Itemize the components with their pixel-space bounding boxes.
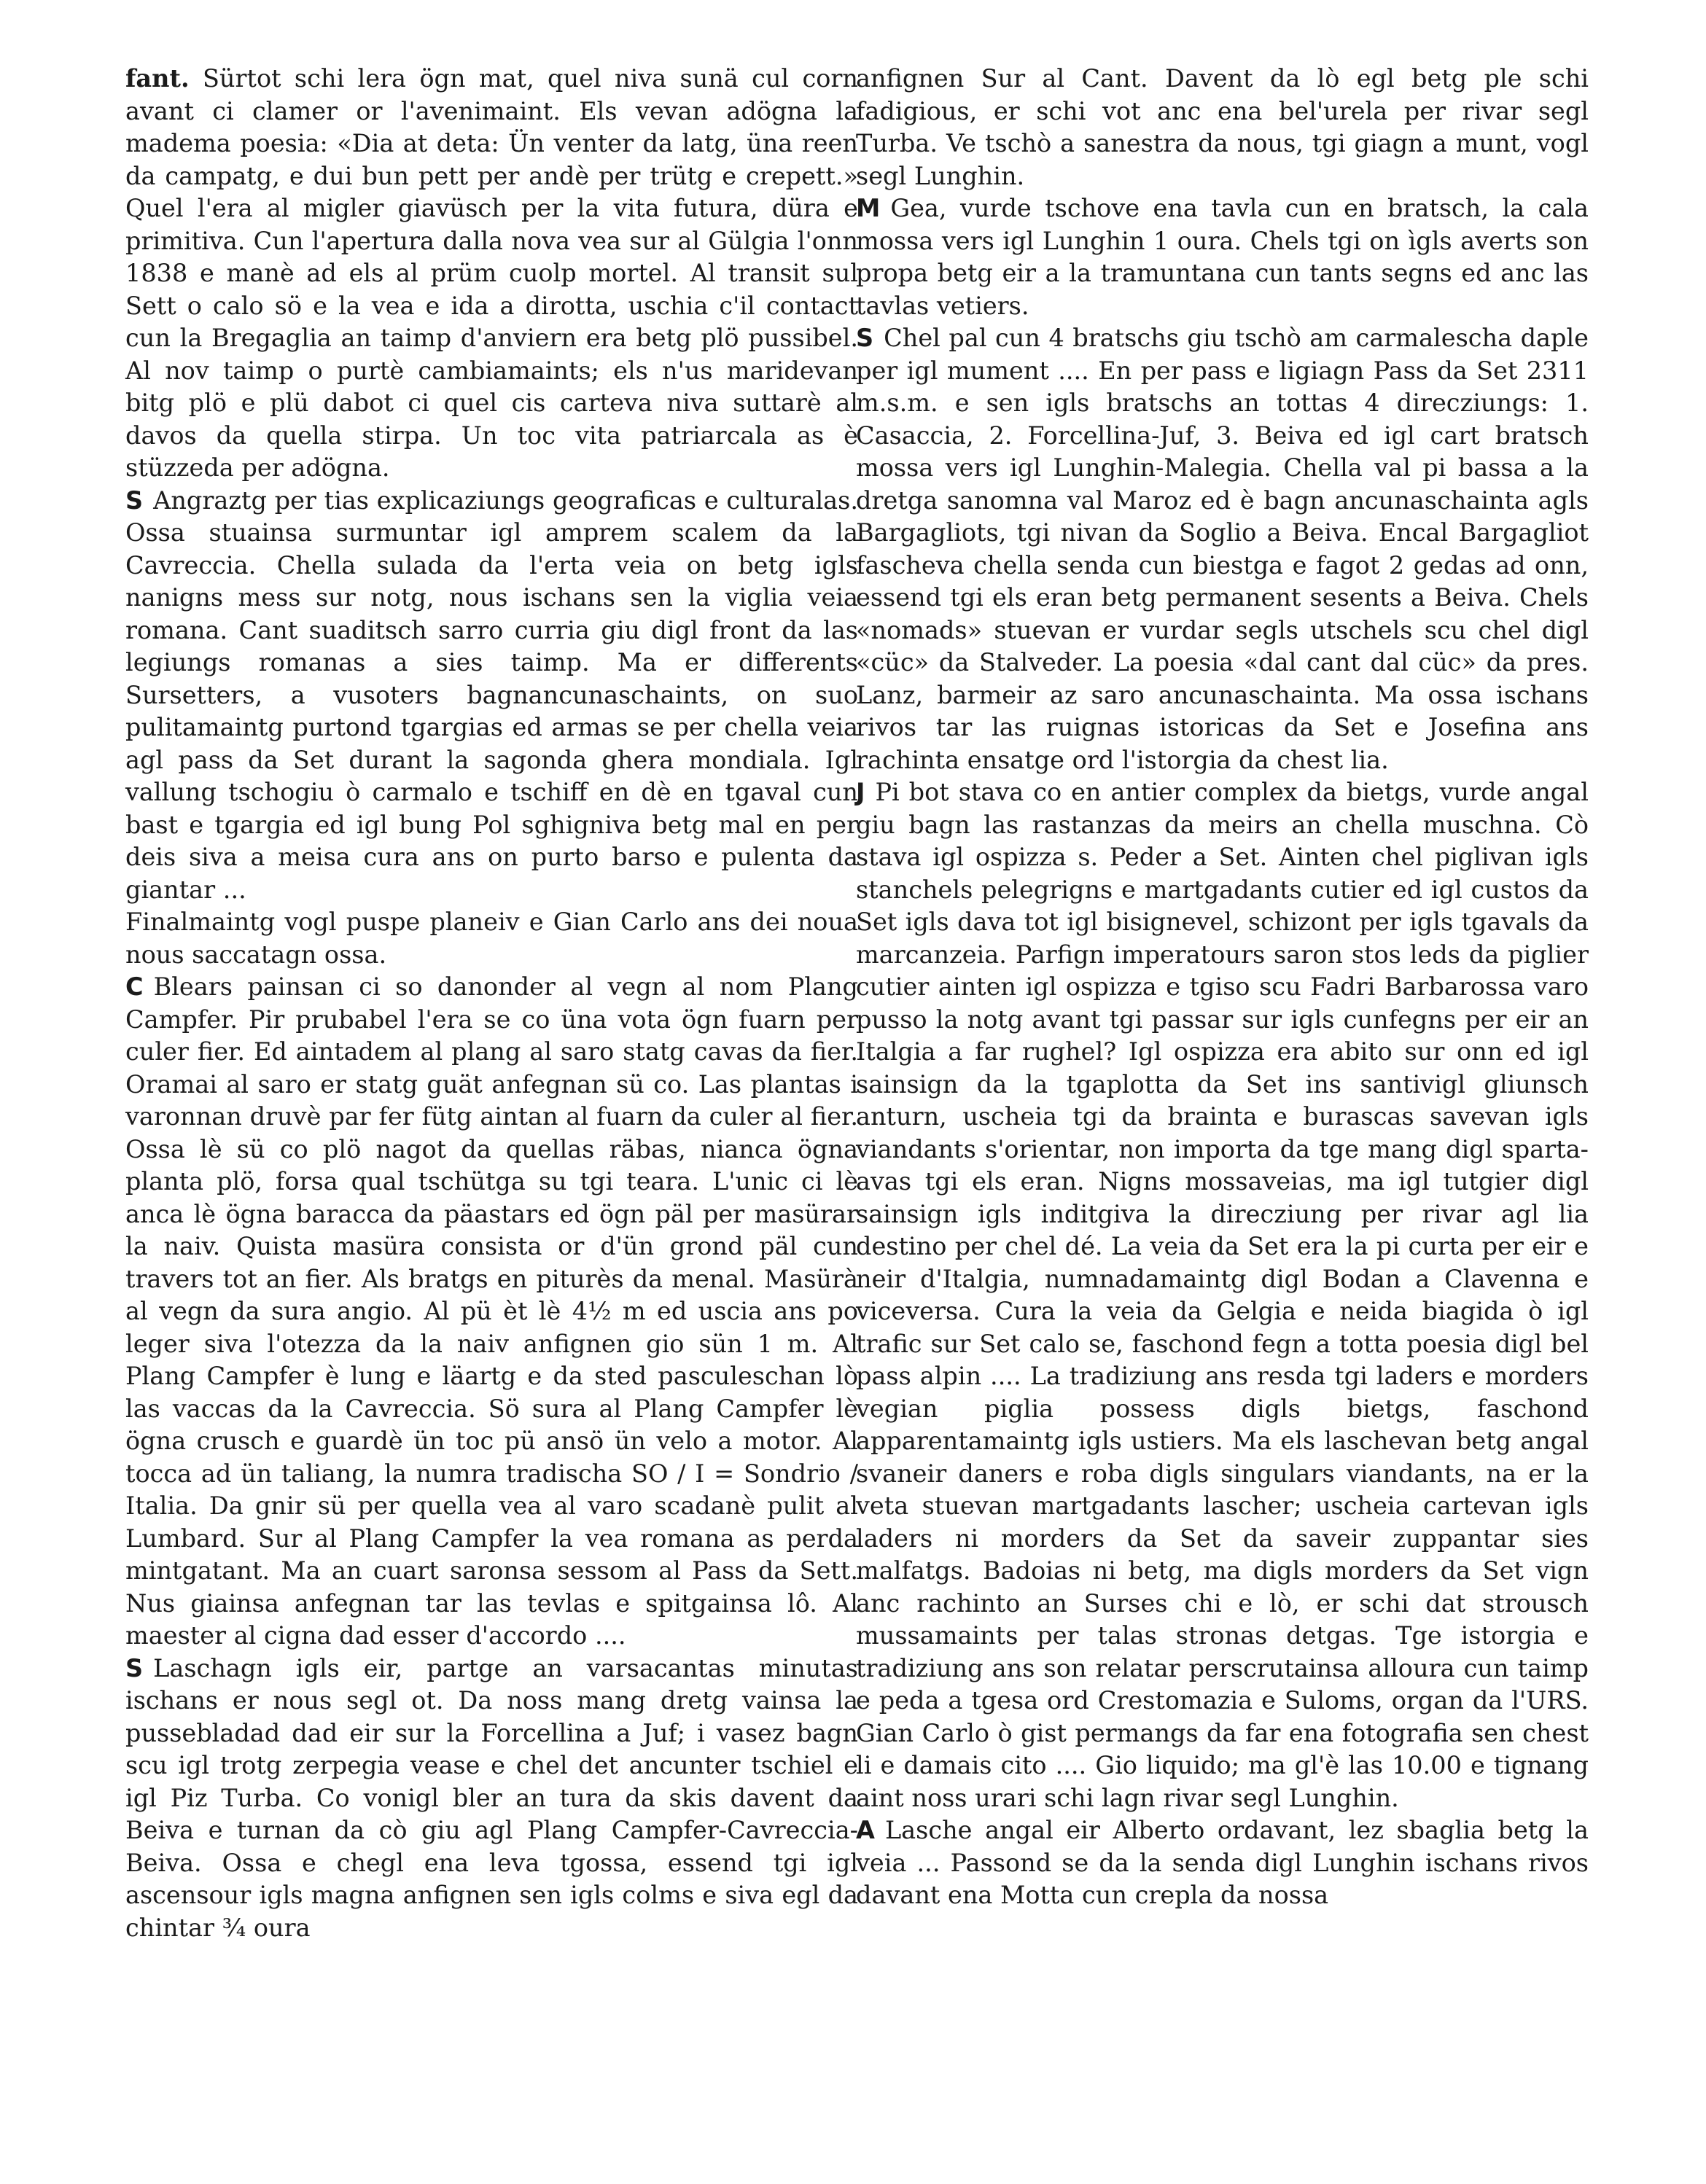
right-text-column bbox=[856, 63, 1589, 1912]
paragraph bbox=[856, 1814, 1589, 1912]
speaker-initial: S bbox=[856, 324, 874, 352]
paragraph-text: Gea, vurde tschove ena tavla cun en bratsch, la cala mossa vers igl Lunghin 1 oura. Chels tgi on ìgls averts son propa betg eir a la tramuntana cun tants segns ed anc las tavlas vetiers. bbox=[856, 194, 1589, 320]
paragraph bbox=[856, 322, 1589, 776]
speaker-initial: S bbox=[125, 485, 144, 515]
speaker-initial: M bbox=[856, 194, 881, 222]
paragraph bbox=[125, 971, 858, 1653]
paragraph-text: Pi bot stava co en antier complex da bietgs, vurde angal giu bagn las rastanzas da meirs an chella muschna. Cò stava igl ospizza s. Peder a Set. Ainten chel piglivan igls stanchels pelegrigns e martgadants cutier ed igl custos da Set igls dava tot igl bisignevel, schizont per igls tgavals da marcanzeia. Parfign imperatours saron stos leds da piglier cutier ainten igl ospizza e tgiso scu Fadri Barbarossa varo pusso la notg avant tgi passar sur igls cunfegns per eir an Italgia a far rughel? Igl ospizza era abito sur onn ed igl sainsign da la tgaplotta da Set ins santivigl gliunsch anturn, uscheia tgi da brainta e burascas savevan igls viandants s'orientar, non importa da tge mang digl sparta-avas tgi els eran. Nigns mossaveias, ma igl tutgier digl sainsign igls inditgiva la direcziung per rivar agl lia destino per chel dé. La veia da Set era la pi curta per eir e neir d'Italgia, numnadamaintg digl Bodan a Clavenna e viceversa. Cura la veia da Gelgia e neida biagida ò igl trafic sur Set calo se, faschond fegn a totta poesia digl bel pass alpin .... La tradiziung ans resda tgi laders e morders vegian piglia possess digls bietgs, faschond apparentamaintg igls ustiers. Ma els laschevan betg angal svaneir daners e roba digls singulars viandants, na er la veta stuevan martgadants lascher; uscheia cartevan igls laders ni morders da Set da saveir zuppantar sies malfatgs. Badoias ni betg, ma digls morders da Set vign anc rachinto an Surses chi e lò, er schi dat strousch mussamaints per talas stronas detgas. Tge istorgia e tradiziung ans son relatar perscrutainsa alloura cun taimp e peda a tgesa ord Crestomazia e Suloms, organ da l'URS. Gian Carlo ò gist permangs da far ena fotografia sen chest li e damais cito .... Gio liquido; ma gl'è las 10.00 e tignang aint noss urari schi lagn rivar segl Lunghin. bbox=[856, 778, 1589, 1812]
paragraph-text: Blears painsan ci so danonder al vegn al nom Plang Campfer. Pir prubabel l'era se co üna vota ögn fuarn per culer fier. Ed aintadem al plang al saro statg cavas da fier. Oramai al saro er statg guät anfegnan sü co. Las plantas i varonnan druvè par fer fütg aintan al fuarn da culer al fier. Ossa lè sü co plö nagot da quellas räbas, nianca ögna planta plö, forsa qual tschütga su tgi teara. L'unic ci lè anca lè ögna baracca da päastars ed ögn päl per masürar la naiv. Quista masüra consista or d'ün grond päl cun travers tot an fier. Als bratgs en piturès da menal. Masürà al vegn da sura angio. Al pü èt lè 4½ m ed uscia ans po leger siva l'otezza da la naiv anfignen gio sün 1 m. Al Plang Campfer è lung e läartg e da sted pasculeschan lò las vaccas da la Cavreccia. Sö sura al Plang Campfer lè ögna crusch e guardè ün toc pü ansö ün velo a motor. Al tocca ad ün taliang, la numra tradischa SO / I = Sondrio / Italia. Da gnir sü per quella vea al varo scadanè pulit al Lumbard. Sur al Plang Campfer la vea romana as perda mintgatant. Ma an cuart saronsa sessom al Pass da Sett. Nus giainsa anfegnan tar las tevlas e spitgainsa lô. Al maester al cigna dad esser d'accordo .... bbox=[125, 972, 858, 1650]
paragraph-lead: fant. bbox=[125, 64, 190, 93]
paragraph-text: Sürtot schi lera ögn mat, quel niva sunä cul corn avant ci clamer or l'avenimaint. Els vevan adögna la madema poesia: «Dia at deta: Ün venter da latg, üna reen da campatg, e dui bun pett per andè per trütg e crepett.» Quel l'era al migler giavüsch per la vita futura, düra e primitiva. Cun l'apertura dalla nova vea sur al Gülgia l'onn 1838 e manè ad els al prüm cuolp mortel. Al transit sul Sett o calo sö e la vea e ida a dirotta, uschia c'il contact cun la Bregaglia an taimp d'anviern era betg plö pussibel. Al nov taimp o purtè cambiamaints; els n'us maridevan bitg plö e plü dabot ci quel cis carteva niva suttarè al davos da quella stirpa. Un toc vita patriarcala as è stüzzeda per adögna. bbox=[125, 64, 858, 482]
paragraph-text: Laschagn igls eir, partge an varsacantas minutas ischans er nous segl ot. Da noss mang dretg vainsa la pussebladad dad eir sur la Forcellina a Juf; i vasez bagn scu igl trotg zerpegia vease e chel det ancunter tschiel e igl Piz Turba. Co vonigl bler an tura da skis davent da Beiva e turnan da cò giu agl Plang Campfer-Cavreccia-Beiva. Ossa e chegl ena leva tgossa, essend tgi igl ascensour igls magna anfignen sen igls colms e siva egl da chintar ¾ oura bbox=[125, 1653, 858, 1942]
paragraph bbox=[125, 1653, 858, 1945]
paragraph-text: Chel pal cun 4 bratschs giu tschò am carmalescha daple per igl mument .... En per pass e ligiagn Pass da Set 2311 m.s.m. e sen igls bratschs an tottas 4 direcziungs: 1. Casaccia, 2. Forcellina-Juf, 3. Beiva ed igl cart bratsch mossa vers igl Lunghin-Malegia. Chella val pi bassa a la dretga sanomna val Maroz ed è bagn ancunaschainta agls Bargagliots, tgi nivan da Soglio a Beiva. Encal Bargagliot fascheva chella senda cun biestga e fagot 2 gedas ad onn, essend tgi els eran betg permanent sesents a Beiva. Chels «nomads» stuevan er vurdar segls utschels scu chel digl «cüc» da Stalveder. La poesia «dal cant dal cüc» da pres. Lanz, barmeir az saro ancunaschainta. Ma ossa ischans rivos tar las ruignas istoricas da Set e Josefina ans rachinta ensatge ord l'istorgia da chest lia. bbox=[856, 324, 1589, 774]
paragraph bbox=[856, 776, 1589, 1814]
paragraph-text: anfignen Sur al Cant. Davent da lò egl betg ple schi fadigious, er schi vot anc ena bel'urela per rivar segl Turba. Ve tschò a sanestra da nous, tgi giagn a munt, vogl segl Lunghin. bbox=[856, 64, 1589, 190]
speaker-initial: C bbox=[125, 972, 144, 1001]
paragraph bbox=[856, 63, 1589, 192]
left-text-column bbox=[125, 63, 858, 1944]
speaker-initial: A bbox=[856, 1816, 875, 1844]
paragraph-text: Lasche angal eir Alberto ordavant, lez sbaglia betg la veia ... Passond se da la senda digl Lunghin ischans rivos davant ena Motta cun crepla da nossa bbox=[856, 1816, 1589, 1909]
paragraph bbox=[125, 63, 858, 485]
paragraph-text: Finalmaintg vogl puspe planeiv e Gian Carlo ans dei noua nous saccatagn ossa. bbox=[125, 908, 858, 969]
paragraph bbox=[125, 485, 858, 907]
paragraph bbox=[125, 906, 858, 971]
paragraph-text: Angraztg per tias explicaziungs geograficas e culturalas. Ossa stuainsa surmuntar igl amprem scalem da la Cavreccia. Chella sulada da l'erta veia on betg igls nanigns mess sur notg, nous ischans sen la viglia veia romana. Cant suaditsch sarro curria giu digl front da las legiungs romanas a sies taimp. Ma er differents Sursetters, a vusoters bagnancunaschaints, on suo pulitamaintg purtond tgargias ed armas se per chella veia agl pass da Set durant la sagonda ghera mondiala. Igl vallung tschogiu ò carmalo e tschiff en dè en tgaval cun bast e tgargia ed igl bung Pol sghigniva betg mal en per deis siva a meisa cura ans on purto barso e pulenta da giantar ... bbox=[125, 485, 858, 904]
speaker-initial: S bbox=[125, 1653, 144, 1682]
paragraph bbox=[856, 192, 1589, 322]
speaker-initial: J bbox=[856, 778, 865, 806]
